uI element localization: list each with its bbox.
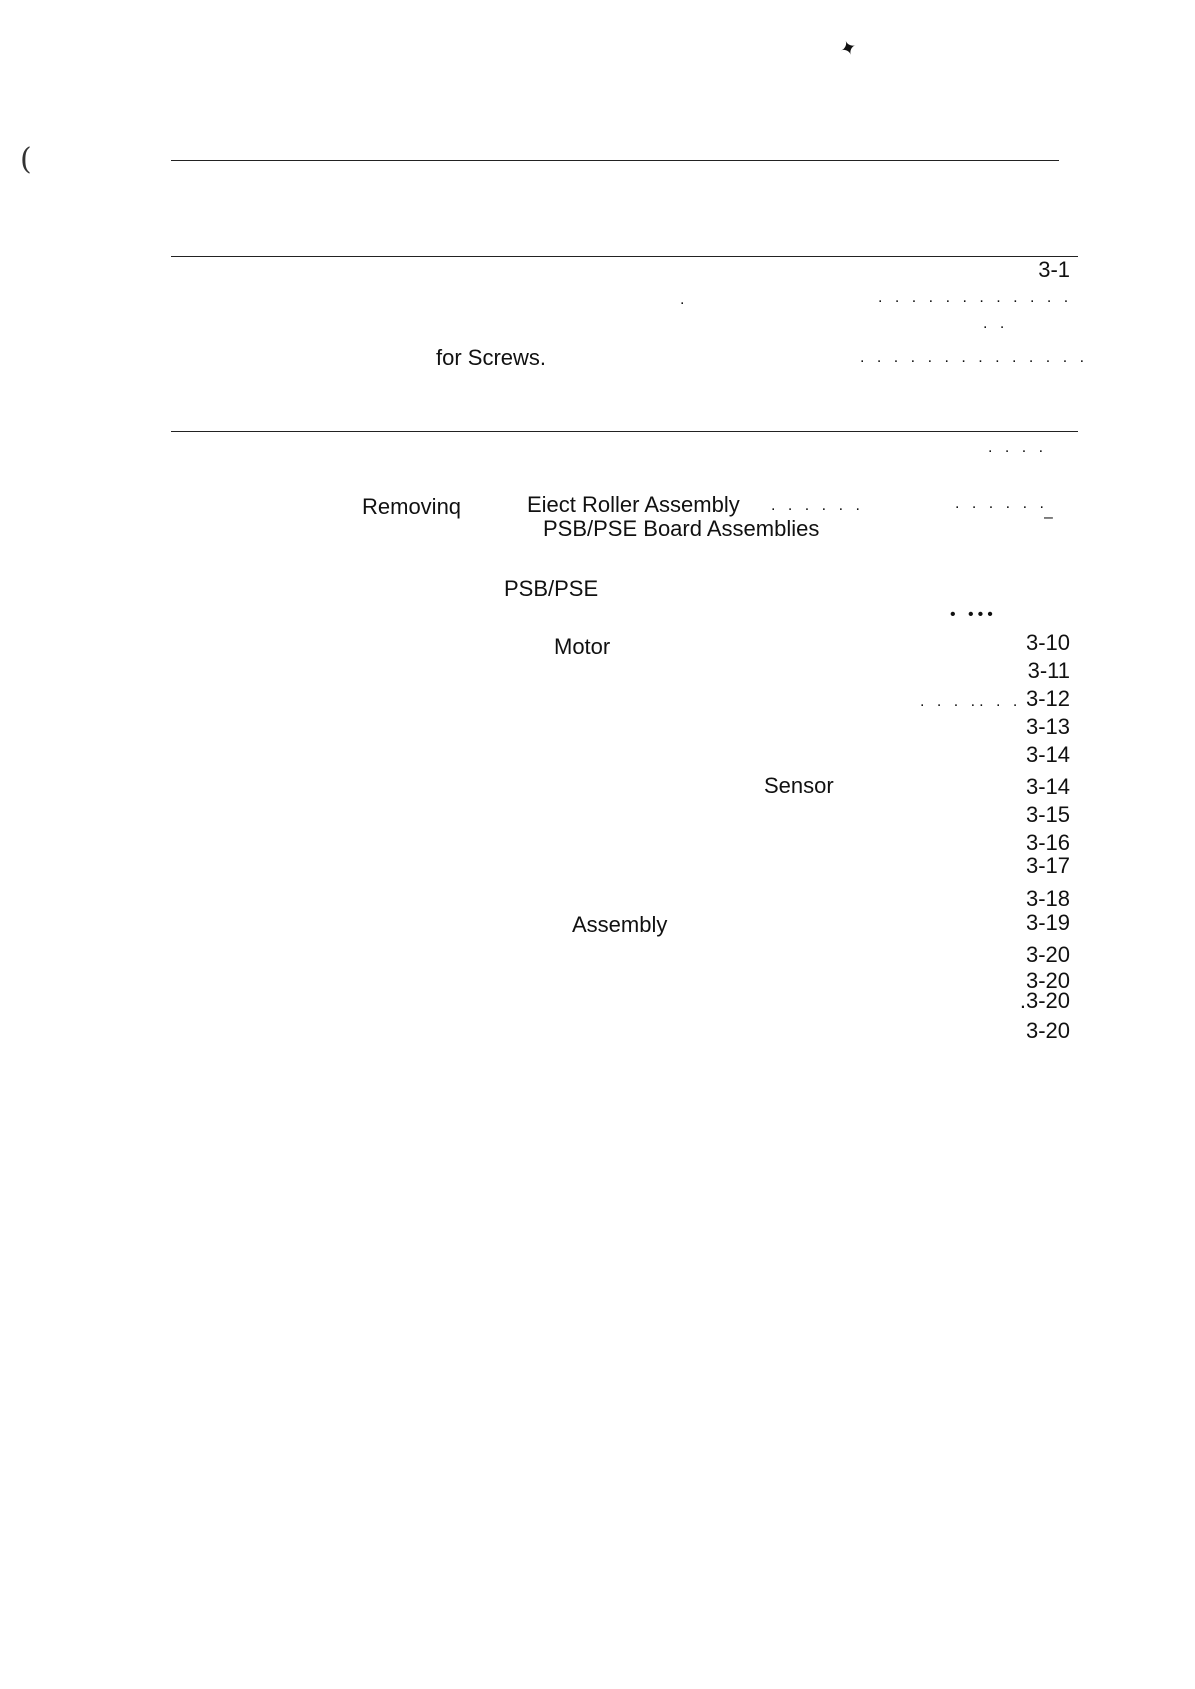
toc-entry-psb-board[interactable]: PSB/PSE Board Assemblies	[543, 516, 820, 541]
toc-entry-assembly[interactable]: Assembly	[572, 912, 668, 937]
margin-mark: (	[20, 142, 32, 177]
header-rule-top	[171, 160, 1059, 161]
ink-speck: ✦	[836, 33, 861, 63]
toc-leader-dots: . .	[983, 315, 1009, 332]
toc-dash: –	[1044, 509, 1053, 526]
section-rule-2	[171, 431, 1078, 432]
toc-leader-dots: . . . . . .	[771, 497, 864, 514]
toc-page-number: 3-17	[1025, 853, 1070, 878]
toc-page-3-1: 3-1	[1038, 257, 1070, 282]
toc-leader-dots: . . . .. . . .	[920, 693, 1039, 710]
toc-entry-removing[interactable]: Removinq	[362, 494, 462, 519]
toc-page-number: 3-16	[1025, 830, 1070, 855]
toc-leader-dots: .	[680, 291, 689, 308]
toc-page-number: 3-11	[1027, 658, 1070, 683]
toc-entry-psb[interactable]: PSB/PSE	[504, 576, 599, 601]
toc-leader-dots: . . . . . .	[955, 495, 1048, 512]
toc-page-number: 3-12	[1025, 686, 1070, 711]
toc-leader-dots: • •••	[950, 606, 997, 623]
toc-leader-dots: . . . . . . . . . . . .	[878, 289, 1073, 306]
section-rule-1	[171, 256, 1078, 257]
toc-page-number: 3-10	[1025, 630, 1070, 655]
toc-page-number: 3-14	[1025, 774, 1070, 799]
toc-page-number: 3-18	[1025, 886, 1070, 911]
toc-entry-screws[interactable]: for Screws.	[436, 345, 547, 370]
toc-page-number: 3-19	[1025, 910, 1070, 935]
toc-page-number: 3-14	[1025, 742, 1070, 767]
toc-entry-eject-roller[interactable]: Eiect Roller Assembly	[527, 492, 740, 517]
toc-page-number: 3-20	[1025, 1018, 1070, 1043]
toc-page-number: 3-20	[1025, 942, 1070, 967]
toc-page-number: .3-20	[1019, 988, 1070, 1013]
toc-page-number: 3-13	[1025, 714, 1070, 739]
toc-leader-dots: . . . . . . . . . . . . . .	[860, 349, 1089, 366]
toc-page-number: 3-20	[1025, 968, 1070, 993]
toc-leader-dots: . . . .	[988, 439, 1048, 456]
toc-entry-sensor[interactable]: Sensor	[764, 773, 834, 798]
toc-page-number: 3-15	[1025, 802, 1070, 827]
toc-entry-motor[interactable]: Motor	[554, 634, 611, 659]
